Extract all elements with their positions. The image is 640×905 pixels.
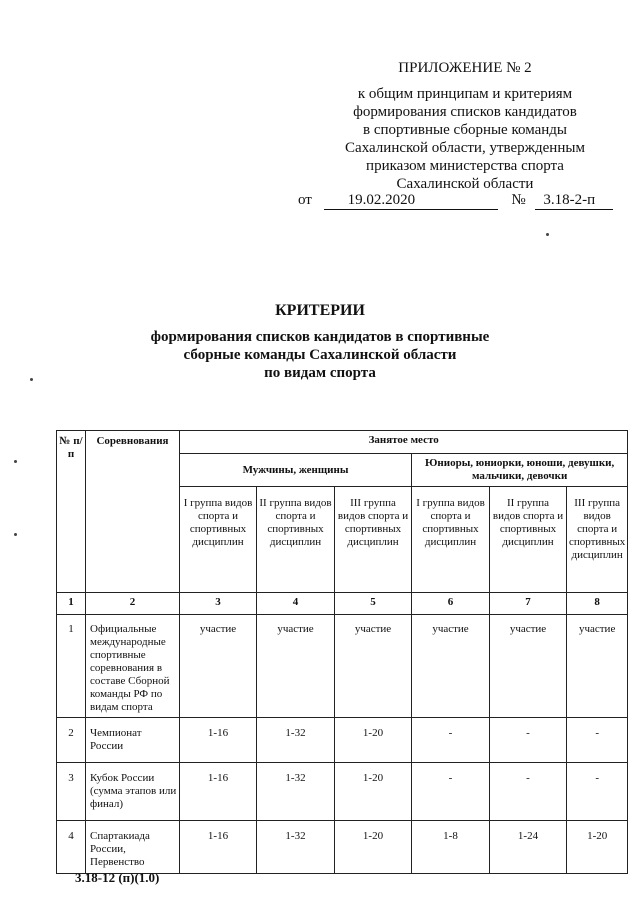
table-header-row (57, 431, 628, 454)
appendix-line: к общим принципам и критериям (357, 86, 573, 102)
column-number-row (57, 593, 628, 615)
place-value: 1-20 (335, 821, 412, 874)
place-value: 1-16 (180, 763, 257, 821)
header-subgroup: I группа видов спорта и спортивных дисциплин (180, 487, 257, 593)
table-row (57, 615, 628, 718)
criteria-table (56, 430, 628, 874)
place-value: 1-32 (257, 763, 335, 821)
competition-name: Спартакиада России, Первенство (86, 821, 180, 874)
place-value: - (567, 718, 628, 763)
place-value: участие (412, 615, 490, 718)
place-value: 1-32 (257, 821, 335, 874)
subtitle-line: сборные команды Сахалинской области (183, 347, 457, 363)
col-number: 8 (567, 593, 628, 615)
competition-name: Официальные международные спортивные соревнования в составе Сборной команды РФ по видам спорта (86, 615, 180, 718)
header-num: № п/п (57, 431, 86, 593)
appendix-line: приказом министерства спорта (366, 158, 564, 174)
place-value: - (490, 763, 567, 821)
header-group-youth: Юниоры, юниорки, юноши, девушки, мальчики, девочки (412, 454, 628, 487)
header-subgroup: II группа видов спорта и спортивных дисциплин (490, 487, 567, 593)
doc-subtitle (0, 328, 640, 382)
place-value: - (412, 763, 490, 821)
place-value: участие (567, 615, 628, 718)
place-value: участие (180, 615, 257, 718)
competition-name: Чемпионат России (86, 718, 180, 763)
appendix-heading: ПРИЛОЖЕНИЕ № 2 (398, 60, 532, 76)
scan-speck (14, 460, 17, 463)
competition-name: Кубок России (сумма этапов или финал) (86, 763, 180, 821)
scan-speck (30, 378, 33, 381)
doc-title: КРИТЕРИИ (275, 302, 365, 319)
subtitle-line: формирования списков кандидатов в спортивные (150, 329, 490, 345)
row-number: 4 (57, 821, 86, 874)
place-value: 1-20 (335, 718, 412, 763)
col-number: 5 (335, 593, 412, 615)
order-number: 3.18-2-п (535, 192, 613, 210)
col-number: 4 (257, 593, 335, 615)
row-number: 3 (57, 763, 86, 821)
row-number: 2 (57, 718, 86, 763)
place-value: 1-20 (335, 763, 412, 821)
header-group-adults: Мужчины, женщины (180, 454, 412, 487)
place-value: 1-8 (412, 821, 490, 874)
header-competition: Соревнования (86, 431, 180, 593)
place-value: 1-16 (180, 718, 257, 763)
document-code: 3.18-12 (п)(1.0) (75, 870, 160, 885)
header-subgroup: I группа видов спорта и спортивных дисциплин (412, 487, 490, 593)
col-number: 7 (490, 593, 567, 615)
header-subgroup: III группа видов спорта и спортивных дисциплин (335, 487, 412, 593)
scan-speck (546, 233, 549, 236)
order-date-number (298, 192, 613, 210)
appendix-line: Сахалинской области, утвержденным (345, 140, 585, 156)
col-number: 1 (57, 593, 86, 615)
date-prefix: от (298, 192, 312, 208)
appendix-line: Сахалинской области (396, 176, 534, 192)
header-place: Занятое место (180, 431, 628, 454)
header-subgroup: II группа видов спорта и спортивных дисциплин (257, 487, 335, 593)
subtitle-line: по видам спорта (264, 365, 376, 381)
scan-speck (14, 533, 17, 536)
order-date: 19.02.2020 (324, 192, 498, 210)
col-number: 3 (180, 593, 257, 615)
place-value: - (490, 718, 567, 763)
row-number: 1 (57, 615, 86, 718)
table-row (57, 763, 628, 821)
place-value: участие (490, 615, 567, 718)
place-value: 1-32 (257, 718, 335, 763)
place-value: - (567, 763, 628, 821)
place-value: 1-20 (567, 821, 628, 874)
header-subgroup: III группа видов спорта и спортивных дисциплин (567, 487, 628, 593)
place-value: 1-24 (490, 821, 567, 874)
table-row (57, 821, 628, 874)
place-value: 1-16 (180, 821, 257, 874)
place-value: участие (257, 615, 335, 718)
table-row (57, 718, 628, 763)
place-value: - (412, 718, 490, 763)
col-number: 2 (86, 593, 180, 615)
place-value: участие (335, 615, 412, 718)
col-number: 6 (412, 593, 490, 615)
appendix-line: формирования списков кандидатов (353, 104, 577, 120)
appendix-line: в спортивные сборные команды (362, 122, 567, 138)
number-prefix: № (511, 192, 526, 208)
